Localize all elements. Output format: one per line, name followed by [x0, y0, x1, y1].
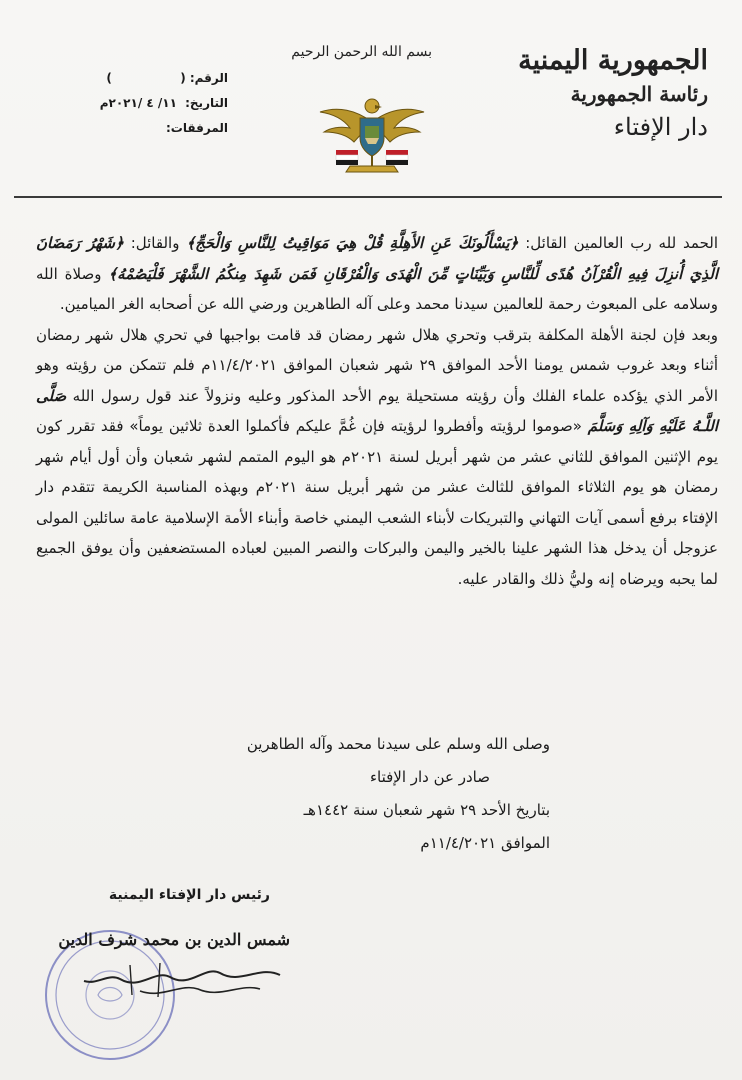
p2-text-b: «صوموا لرؤيته وأفطروا لرؤيته فإن غُمَّ عليكم فأكملوا العدة ثلاثين يوماً» فقد تقرر كون يوم الإثنين الموافق للثاني عشر من شهر أبريل لسنة ٢٠٢١م هو اليوم المتمم لشهر شعبان وأن أول أيام شهر رمضان هو يوم الثلاثاء الموافق للثالث عشر من شهر أبريل سنة ٢٠٢١م وبهذه المناسبة الكريمة تتقدم دار الإفتاء برفع أسمى آيات التهاني والتبريكات لأبناء الشعب اليمني خاصة وأبناء الأمة الإسلامية عامة سائلين المولى عزوجل أن يدخل هذا الشهر علينا بالخير واليمن والبركات والنصر المبين لعباده المستضعفين وأن يوفق الجميع لما يحبه ويرضاه إنه وليُّ ذلك والقادر عليه. — [36, 417, 718, 588]
header-divider — [14, 196, 722, 198]
p1-text-a: الحمد لله رب العالمين القائل: — [518, 234, 719, 252]
date-row — [58, 91, 228, 116]
date-label: التاريخ: — [185, 96, 228, 110]
closing-line-1: وصلى الله وسلم على سيدنا محمد وآله الطاهرين — [246, 735, 550, 753]
office-name: دار الإفتاء — [613, 113, 708, 141]
closing-line-3: بتاريخ الأحد ٢٩ شهر شعبان سنة ١٤٤٢هـ — [303, 801, 550, 819]
country-name: الجمهورية اليمنية — [518, 45, 708, 76]
signatory-name: شمس الدين بن محمد شرف الدين — [58, 930, 290, 949]
presidency-name: رئاسة الجمهورية — [570, 82, 708, 106]
letter-meta — [58, 66, 228, 141]
p1-text-c: وصلاة الله وسلامه على المبعوث رحمة للعالمين سيدنا محمد وعلى آله الطاهرين ورضي الله عن أصحابه الغر الميامين. — [36, 264, 718, 313]
p2-text-a: وبعد فإن لجنة الأهلة المكلفة بترقب وتحري هلال شهر رمضان قد قامت بواجبها في تحري هلال شهر رمضان أثناء وبعد غروب شمس يومنا الأحد الموافق ٢٩ شهر شعبان الموافق ١١/٤/٢٠٢١م فلم تتمكن من رؤيته وهو الأمر الذي يؤكده علماء الفلك وأن رؤيته مستحيلة يوم الأحد المذكور وعليه ونزولاً عند قول رسول الله — [36, 325, 718, 405]
signatory-title: رئيس دار الإفتاء اليمنية — [108, 887, 270, 903]
eagle-emblem-icon — [316, 92, 428, 176]
closing-line-4: الموافق ١١/٤/٢٠٢١م — [420, 834, 550, 852]
paragraph-2 — [36, 320, 718, 595]
closing-line-2: صادر عن دار الإفتاء — [369, 768, 490, 786]
ref-row — [58, 66, 228, 91]
letterhead-right — [518, 44, 708, 144]
quran-quote-2: ﴿شَهْرُ رَمَضَانَ الَّذِيَ أُنزِلَ فِيهِ الْقُرْآنُ هُدًى لِّلنَّاسِ وَبَيِّنَاتٍ مِّنَ الْهُدَى وَالْفُرْقَانِ فَمَن شَهِدَ مِنكُمُ الشَّهْرَ فَلْيَصُمْهُ﴾ — [36, 234, 718, 283]
p1-text-b: والقائل: — [123, 234, 187, 252]
attachments-row — [58, 116, 228, 141]
ref-label: الرقم: ( — [180, 71, 228, 85]
letter-body — [36, 228, 718, 594]
closing-block — [200, 728, 550, 860]
basmala: بسم الله الرحمن الرحيم — [291, 44, 432, 60]
paragraph-1 — [36, 228, 718, 320]
handwritten-signature-icon — [70, 955, 290, 1005]
date-value: ١١/ ٤ /٢٠٢١م — [99, 96, 177, 110]
ref-close: ) — [106, 71, 112, 85]
attachments-label: المرفقات: — [166, 121, 228, 135]
salawat: صَلَّى اللَّـهُ عَلَيْهِ وَآلِهِ وَسَلَّمَ — [36, 386, 718, 435]
quran-quote-1: ﴿يَسْأَلُونَكَ عَنِ الأَهِلَّةِ قُلْ هِيَ مَوَاقِيتُ لِلنَّاسِ وَالْحَجِّ﴾ — [186, 234, 519, 252]
